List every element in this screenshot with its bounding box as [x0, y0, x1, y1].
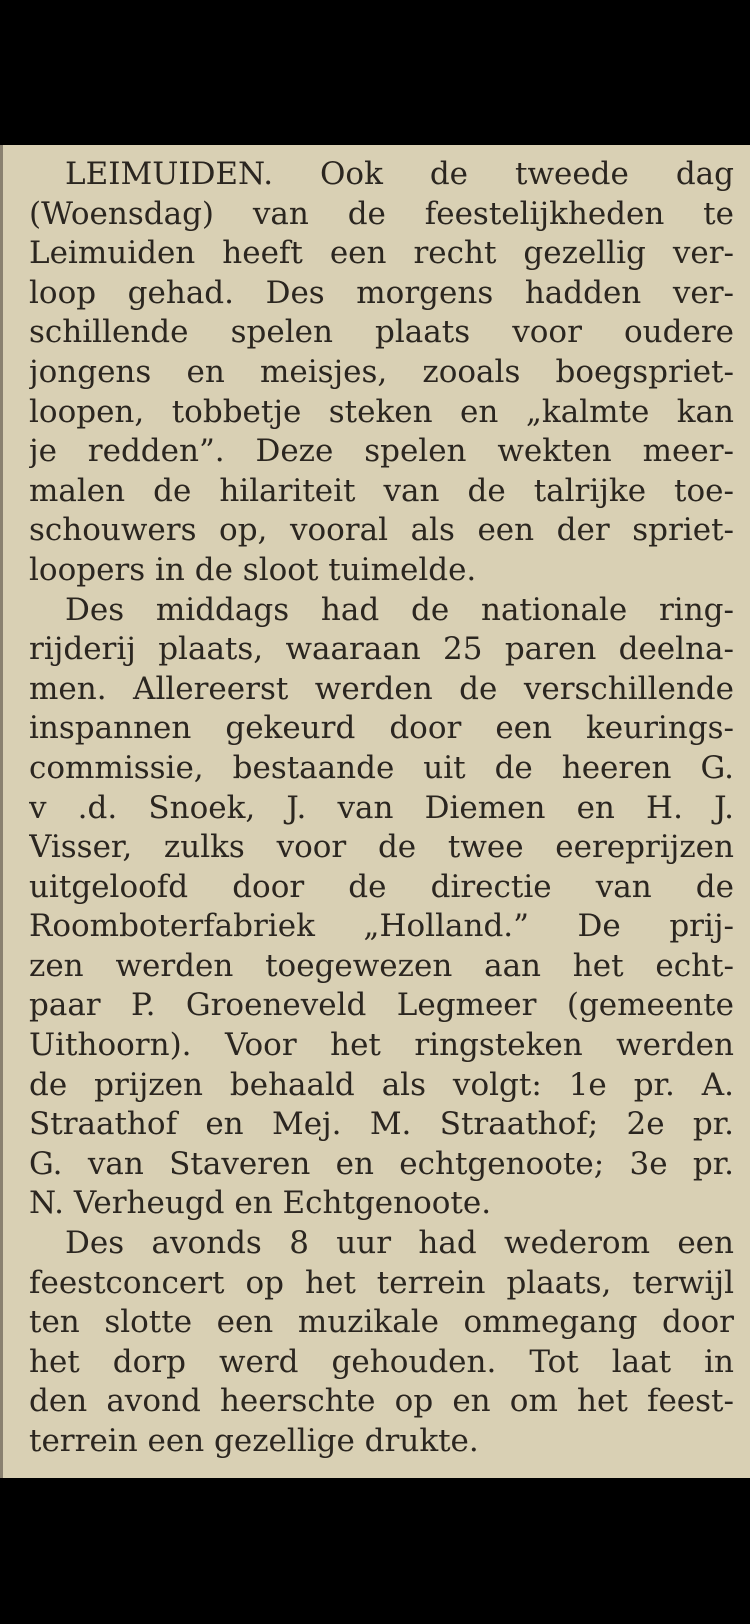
article-line: (Woensdag) van de feestelijkheden te [29, 195, 734, 232]
article-line: loopers in de sloot tuimelde. [29, 551, 477, 588]
article-line: de prijzen behaald als volgt: 1e pr. A. [29, 1066, 734, 1103]
article-line: LEIMUIDEN. Ook de tweede dag [65, 156, 734, 192]
article-line: Uithoorn). Voor het ringsteken werden [29, 1027, 734, 1064]
article-line: Straathof en Mej. M. Straathof; 2e pr. [29, 1106, 734, 1143]
article-line: ten slotte een muzikale ommegang door [29, 1304, 734, 1341]
article-line: uitgeloofd door de directie van de [29, 868, 734, 905]
article-line: inspannen gekeurd door een keurings- [29, 710, 734, 747]
article-line: jongens en meisjes, zooals boegspriet- [29, 353, 734, 390]
article-line: N. Verheugd en Echtgenoote. [29, 1185, 492, 1222]
article-line: loopen, tobbetje steken en „kalmte kan [29, 393, 734, 430]
article-line: feestconcert op het terrein plaats, terwijl [29, 1264, 734, 1301]
newspaper-clipping [0, 145, 750, 1478]
article-line: zen werden toegewezen aan het echt- [29, 947, 734, 984]
article-line: malen de hilariteit van de talrijke toe- [29, 472, 734, 509]
article-line: Leimuiden heeft een recht gezellig ver- [29, 235, 734, 272]
article-text [29, 155, 734, 1462]
article-line: terrein een gezellige drukte. [29, 1423, 479, 1459]
article-line: schouwers op, vooral als een der spriet- [29, 512, 734, 549]
article-line: Roomboterfabriek „Holland.” De prij- [29, 908, 734, 945]
article-line: loop gehad. Des morgens hadden ver- [29, 274, 734, 311]
article-line: men. Allereerst werden de verschillende [29, 670, 734, 707]
article-line: G. van Staveren en echtgenoote; 3e pr. [29, 1145, 734, 1182]
article-line: den avond heerschte op en om het feest- [29, 1383, 734, 1420]
article-line: v .d. Snoek, J. van Diemen en H. J. [29, 789, 734, 826]
article-line: het dorp werd gehouden. Tot laat in [29, 1343, 734, 1380]
article-line: Des avonds 8 uur had wederom een [65, 1225, 734, 1262]
article-line: rijderij plaats, waaraan 25 paren deelna- [29, 631, 734, 668]
article-line: schillende spelen plaats voor oudere [29, 314, 734, 351]
article-line: je redden”. Deze spelen wekten meer- [29, 433, 734, 470]
article-line: commissie, bestaande uit de heeren G. [29, 749, 734, 786]
article-line: paar P. Groeneveld Legmeer (gemeente [29, 987, 734, 1024]
article-line: Visser, zulks voor de twee eereprijzen [29, 829, 734, 866]
article-line: Des middags had de nationale ring- [65, 591, 734, 628]
